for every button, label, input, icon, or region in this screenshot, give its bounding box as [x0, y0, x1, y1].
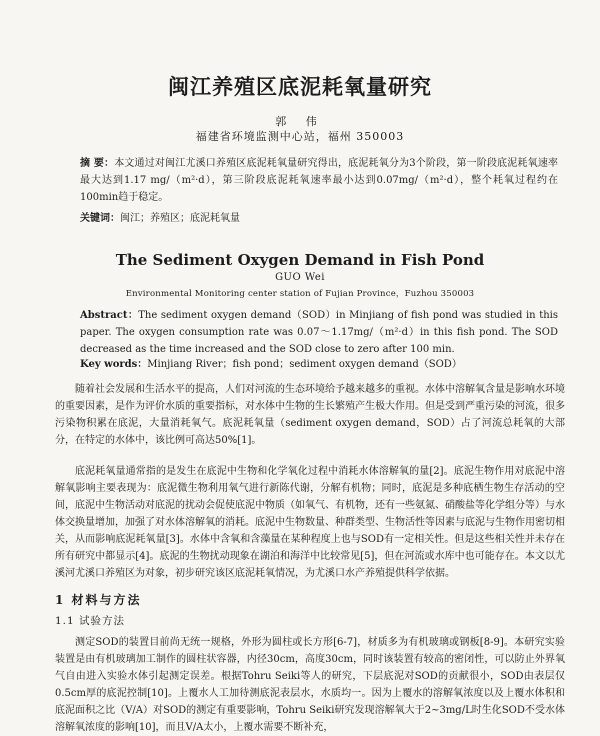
intro-paragraph-2: 底泥耗氧量通常指的是发生在底泥中生物和化学氧化过程中消耗水体溶解氧的量[2]。底泥生物作用对底泥中溶解氧影响主要表现为：底泥微生物利用氧气进行新陈代谢，分解有机物；同时，底泥是多种底栖生物生存活动的空间，底泥中生物活动对底泥的扰动会促使底泥中物质（如氧气、有机物，还有一些氨氮、硝酸盐等化学组分等）与水体交换量增加，加强了对水体溶解氧的消耗。底泥中生物数量、种群类型、生物活性等因素与底泥与生物作用密切相关，从而影响底泥耗氧量[3]。水体中含氧和含藻量在某种程度上也与SOD有一定相关性。但是这些相关性并未存在所有研究中都显示[4]。底泥的生物扰动现象在湖泊和海洋中比较常见[5]，但在河流或水库中也可能存在。本文以尤溪河尤溪口养殖区为对象，初步研究该区底泥耗氧情况，为尤溪口水产养殖提供科学依据。: [55, 466, 565, 579]
english-affiliation: Environmental Monitoring center station of Fujian Province，Fuzhou 350003: [125, 289, 475, 299]
chinese-keywords-text: 闽江；养殖区；底泥耗氧量: [120, 213, 240, 224]
english-abstract-text: The sediment oxygen demand（SOD）in Minjiang of fish pond was studied in this paper. The oxygen consumption rate was 0.07～1.17mg/（m²·d）in this fish pond. The SOD decreased as the time increased and the SOD close to zero after 100 min.: [80, 310, 558, 355]
chinese-title: 闽江养殖区底泥耗氧量研究: [168, 74, 432, 99]
section-heading: 1 材料与方法: [55, 593, 142, 607]
chinese-abstract-text: 本文通过对闽江尤溪口养殖区底泥耗氧量研究得出，底泥耗氧分为3个阶段，第一阶段底泥耗氧速率最大达到1.17 mg/（m²·d），第三阶段底泥耗氧速率最小达到0.07mg/（m²·d），整个耗氧过程约在100min趋于稳定。: [80, 158, 558, 203]
subsection-heading: 1.1 试验方法: [55, 615, 126, 627]
chinese-keywords-label: 关键词：: [80, 213, 120, 224]
methods-paragraph: 测定SOD的装置目前尚无统一规格，外形为圆柱或长方形[6-7]，材质多为有机玻璃或钢板[8-9]。本研究实验装置是由有机玻璃加工制作的圆柱状容器，内径30cm，高度30cm，同时该装置有较高的密闭性，可以防止外界氧气自由进入实验水体引起测定误差。根据Tohru Seiki等人的研究，下层底泥对SOD的贡献很小，SOD由表层仅0.5cm厚的底泥控制[10]。上覆水人工加待测底泥表层水，水质均一。因为上覆水的溶解氧浓度以及上覆水体积和底泥面积之比（V/A）对SOD的测定有重要影响，Tohru Seiki研究发现溶解氧大于2~3mg/L时生化SOD不受水体溶解氧浓度的影响[10]，而且V/A太小，上覆水需要不断补充，: [55, 637, 565, 733]
english-keywords-text: Minjiang River；fish pond；sediment oxygen demand（SOD）: [147, 359, 462, 370]
chinese-author: 郭 伟: [275, 115, 325, 128]
english-author: GUO Wei: [275, 272, 325, 283]
intro-paragraph-1: 随着社会发展和生活水平的提高，人们对河流的生态环境给予越来越多的重视。水体中溶解氧含量是影响水环境的重要因素，是作为评价水质的重要指标，对水体中生物的生长繁殖产生极大作用。但是受到严重污染的河流，很多污染物积累在底泥，大量消耗氧气。底泥耗氧量（sediment oxygen demand，SOD）占了河流总耗氧的大部分，在特定的水体中，该比例可高达50%[1]。: [55, 384, 565, 446]
english-keywords-label: Key words：: [80, 359, 148, 370]
english-abstract: [80, 307, 558, 358]
chinese-keywords: [80, 210, 558, 227]
english-title: The Sediment Oxygen Demand in Fish Pond: [115, 251, 485, 269]
english-abstract-label: Abstract：: [80, 310, 139, 321]
english-keywords: [80, 356, 558, 373]
chinese-abstract: [80, 155, 558, 206]
chinese-affiliation: 福建省环境监测中心站，福州 350003: [195, 130, 405, 143]
chinese-abstract-label: 摘 要：: [80, 158, 115, 169]
